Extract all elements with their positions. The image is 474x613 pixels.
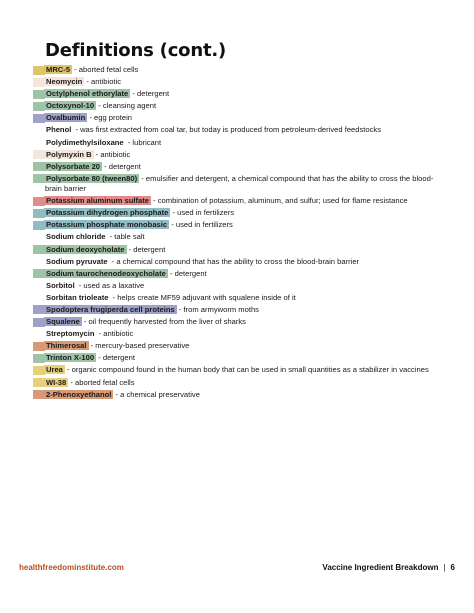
definition-description: - mercury-based preservative bbox=[88, 341, 190, 351]
page-number: 6 bbox=[450, 563, 455, 572]
definition-term: Sodium pyruvate bbox=[46, 256, 108, 266]
definition-entry bbox=[33, 150, 443, 160]
definition-description: - a chemical preservative bbox=[113, 389, 200, 399]
definition-description: - used in fertilizers bbox=[170, 208, 235, 218]
definition-entry bbox=[33, 293, 443, 303]
definition-term: Sorbitan trioleate bbox=[46, 292, 109, 302]
definition-entry bbox=[33, 77, 443, 87]
definition-entry bbox=[33, 305, 443, 315]
definition-term: Polymyxin B bbox=[46, 149, 92, 159]
footer-website-url[interactable]: healthfreedominstitute.com bbox=[19, 563, 124, 572]
definition-entry bbox=[33, 257, 443, 267]
highlight-swatch bbox=[33, 378, 45, 387]
footer-separator: | bbox=[443, 563, 446, 572]
definition-description: - a chemical compound that has the ability to cross the blood-brain barrier bbox=[109, 256, 360, 266]
highlight-swatch bbox=[33, 221, 45, 230]
definition-entry bbox=[33, 162, 443, 172]
definition-term: Sodium chloride bbox=[46, 232, 106, 242]
definition-description: - antibiotic bbox=[96, 329, 134, 339]
definition-term: Octoxynol-10 bbox=[46, 101, 95, 111]
definition-term: Phenol bbox=[46, 125, 72, 135]
definition-entry bbox=[33, 65, 443, 75]
highlight-swatch bbox=[33, 90, 45, 99]
definition-description: - detergent bbox=[96, 353, 135, 363]
definition-description: - used in fertilizers bbox=[169, 220, 233, 230]
definition-term: Trinton X-100 bbox=[46, 353, 95, 363]
definition-entry bbox=[33, 245, 443, 255]
definition-description: - oil frequently harvested from the liver of sharks bbox=[81, 317, 246, 327]
highlight-swatch bbox=[33, 162, 45, 171]
definition-term: Polysorbate 80 (tween80) bbox=[46, 173, 138, 183]
definitions-list bbox=[33, 65, 443, 402]
definition-term: 2-Phenoxyethanol bbox=[46, 389, 112, 399]
highlight-swatch bbox=[33, 114, 45, 123]
definition-description: - from armyworm moths bbox=[176, 304, 259, 314]
footer-document-info bbox=[322, 563, 455, 572]
highlight-swatch bbox=[33, 150, 45, 159]
highlight-swatch bbox=[33, 269, 45, 278]
highlight-swatch bbox=[33, 197, 45, 206]
definition-description: - detergent bbox=[126, 244, 166, 254]
highlight-swatch bbox=[33, 354, 45, 363]
definition-term: Neomycin bbox=[46, 77, 83, 87]
page-title: Definitions (cont.) bbox=[45, 40, 227, 61]
definition-entry bbox=[33, 196, 443, 206]
definition-term: Polysorbate 20 bbox=[46, 161, 101, 171]
highlight-swatch bbox=[33, 102, 45, 111]
definition-description: - cleansing agent bbox=[96, 101, 157, 111]
definition-description: - aborted fetal cells bbox=[68, 377, 135, 387]
definition-description: - was first extracted from coal tar, but today is produced from petroleum-derived feedstocks bbox=[73, 125, 382, 135]
definition-description: - table salt bbox=[107, 232, 145, 242]
definition-entry bbox=[33, 353, 443, 363]
definition-term: Squalene bbox=[46, 317, 80, 327]
definition-entry bbox=[33, 329, 443, 339]
highlight-swatch bbox=[33, 342, 45, 351]
definition-description: - combination of potassium, aluminum, and sulfur; used for flame resistance bbox=[150, 196, 408, 206]
definition-term: Potassium dihydrogen phosphate bbox=[46, 208, 169, 218]
definition-entry bbox=[33, 390, 443, 400]
definition-description: - used as a laxative bbox=[76, 280, 145, 290]
definition-entry bbox=[33, 174, 443, 194]
definition-description: - detergent bbox=[102, 161, 141, 171]
highlight-swatch bbox=[33, 366, 45, 375]
definition-term: Potassium phosphate monobasic bbox=[46, 220, 168, 230]
definition-entry bbox=[33, 113, 443, 123]
highlight-swatch bbox=[33, 78, 45, 87]
definition-term: Polydimethylsiloxane bbox=[46, 137, 124, 147]
highlight-swatch bbox=[33, 174, 45, 183]
definition-entry bbox=[33, 125, 443, 135]
definition-description: - detergent bbox=[167, 268, 207, 278]
definition-entry bbox=[33, 89, 443, 99]
definition-term: Sodium taurochenodeoxycholate bbox=[46, 268, 166, 278]
definition-entry bbox=[33, 365, 443, 375]
highlight-swatch bbox=[33, 305, 45, 314]
definition-entry bbox=[33, 220, 443, 230]
definition-term: Spodoptera frugiperda cell proteins bbox=[46, 304, 175, 314]
definition-description: - antibiotic bbox=[93, 149, 131, 159]
definition-term: WI-38 bbox=[46, 377, 67, 387]
definition-description: - emulsifier and detergent, a chemical compound that has the ability to cross the blood-brain barrier bbox=[45, 173, 434, 194]
definition-entry bbox=[33, 341, 443, 351]
footer-document-title: Vaccine Ingredient Breakdown bbox=[322, 563, 439, 572]
definition-description: - detergent bbox=[130, 89, 170, 99]
definition-term: Sodium deoxycholate bbox=[46, 244, 125, 254]
definition-entry bbox=[33, 208, 443, 218]
definition-description: - organic compound found in the human body that can be used in small quantities as a stabilizer in vaccines bbox=[64, 365, 429, 375]
definition-description: - lubricant bbox=[125, 137, 162, 147]
definition-term: Sorbitol bbox=[46, 280, 75, 290]
definition-description: - aborted fetal cells bbox=[72, 65, 139, 74]
definition-description: - helps create MF59 adjuvant with squalene inside of it bbox=[110, 292, 296, 302]
highlight-swatch bbox=[33, 209, 45, 218]
highlight-swatch bbox=[33, 66, 45, 75]
definition-entry bbox=[33, 232, 443, 242]
definition-description: - antibiotic bbox=[84, 77, 122, 87]
definition-entry bbox=[33, 317, 443, 327]
definition-term: Streptomycin bbox=[46, 329, 95, 339]
highlight-swatch bbox=[33, 318, 45, 327]
highlight-swatch bbox=[33, 245, 45, 254]
definition-term: Octylphenol ethorylate bbox=[46, 89, 129, 99]
definition-entry bbox=[33, 101, 443, 111]
definition-term: Potassium aluminum sulfate bbox=[46, 196, 149, 206]
definition-entry bbox=[33, 378, 443, 388]
definition-term: Ovalbumin bbox=[46, 113, 86, 123]
definition-term: Thimerosal bbox=[46, 341, 87, 351]
definition-entry bbox=[33, 281, 443, 291]
highlight-swatch bbox=[33, 390, 45, 399]
definition-entry bbox=[33, 269, 443, 279]
definition-term: Urea bbox=[46, 365, 63, 375]
definition-entry bbox=[33, 138, 443, 148]
definition-description: - egg protein bbox=[87, 113, 132, 123]
definition-term: MRC-5 bbox=[46, 65, 71, 74]
